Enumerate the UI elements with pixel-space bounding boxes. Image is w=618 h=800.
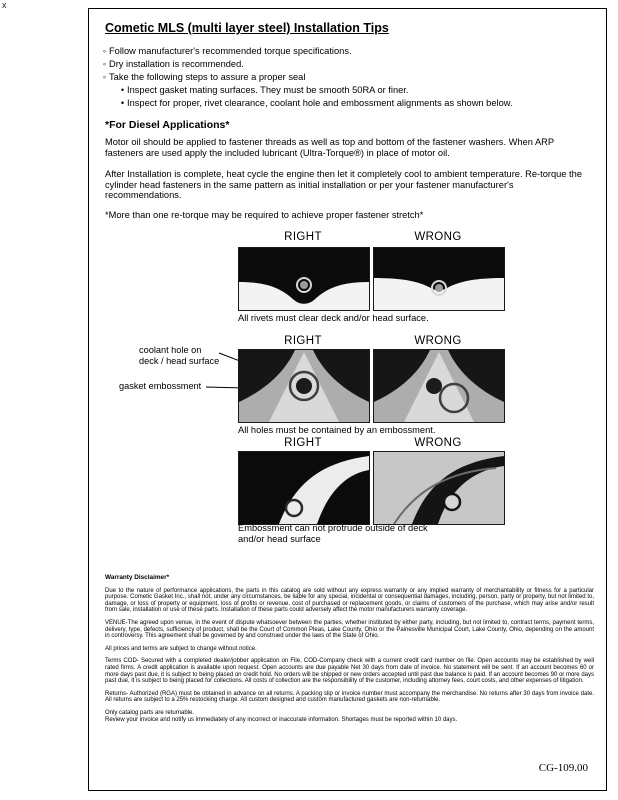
legal-text (105, 575, 594, 723)
coolant-hole-label: coolant hole on deck / head surface (139, 345, 220, 366)
rivet-wrong-image (373, 247, 505, 311)
tip-text: Take the following steps to assure a proper seal (109, 72, 306, 82)
list-item (118, 97, 590, 110)
crop-mark: x (2, 0, 7, 10)
solid-bullet-icon: • (120, 85, 125, 95)
wrong-label-row2: WRONG (414, 335, 462, 347)
page-frame (88, 8, 607, 791)
right-label-row1: RIGHT (284, 231, 322, 243)
diesel-paragraph-2: After Installation is complete, heat cycle the engine then let it completely cool to ambient temperature. Re-torque the cylinder head fasteners in the same pattern as initial installation or per your fastener manufacturer's recommendations. (105, 169, 582, 201)
open-bullet-icon: ◦ (102, 72, 107, 82)
wrong-label-row1: WRONG (414, 231, 462, 243)
tip-text: Inspect gasket mating surfaces. They must be smooth 50RA or finer. (127, 85, 409, 95)
tips-list (100, 45, 590, 110)
tip-text: Inspect for proper, rivet clearance, coolant hole and embossment alignments as shown below. (127, 98, 513, 108)
legal-paragraph: Terms COD- Secured with a completed dealer/jobber application on File, COD-Company check with a current credit card number on file. Open accounts may be established by well rated firms. A credit application is available upon request. Open accounts are due payable Net 30 days from date of invoice. No statement will be sent. If an account becomes 60 or more days past due, it is subject to being placed on credit hold. No orders will be shipped or new orders accepted until past due balance is paid. If an account becomes 90 or more days past due, it is subject to being placed for collections. All costs of collection are the responsibility of the customer, including attorney fees, court costs, and other expenses of litigation. (105, 658, 594, 685)
legal-paragraph: VENUE-The agreed upon venue, in the event of dispute whatsoever between the parties, whether instituted by either party, including, but not limited to, contract terms, payment terms, delivery, type, defects, sufficiency of product, shall be the Court of Common Pleas, Lake County, Ohio or the Painesville Municipal Court, Lake County, Ohio, depending on the amount in controversy. This agreement shall be governed by and construed under the laws of the State of Ohio. (105, 619, 594, 640)
list-item (100, 58, 590, 71)
rivet-right-image (238, 247, 370, 311)
deck-edge-wrong-image (373, 451, 505, 525)
right-label-row2: RIGHT (284, 335, 322, 347)
diesel-applications-heading: *For Diesel Applications* (105, 119, 230, 131)
legal-paragraph: All prices and terms are subject to change without notice. (105, 645, 257, 652)
legal-paragraph: Due to the nature of performance applications, the parts in this catalog are sold without any express warranty or any implied warranty of merchantability or fitness for a particular purpose. Cometic Gasket Inc., shall not, under any circumstances, be liable for any special, incidental or consequential damages, including, person, party or property, but not limited to, damage, or loss of property or equipment, loss of profits or revenue, cost of purchased or replacement goods, or claims of customers of the purchase, which may arise and/or result from sale, installation or use of these parts. Installation of these parts could adversely affect the motor manufacturers warranty coverage. (105, 587, 594, 614)
list-item (118, 84, 590, 97)
open-bullet-icon: ◦ (102, 59, 107, 69)
right-label-row3: RIGHT (284, 437, 322, 449)
retorque-note: *More than one re-torque may be required to achieve proper fastener stretch* (105, 210, 424, 220)
row3-caption: Embossment can not protrude outside of deck and/or head surface (238, 523, 428, 544)
legal-paragraph: Only catalog parts are returnable. (105, 709, 195, 716)
warranty-disclaimer-heading: Warranty Disclaimer* (105, 574, 170, 581)
embossment-right-image (238, 349, 370, 423)
tip-text: Follow manufacturer's recommended torque specifications. (109, 46, 352, 56)
legal-paragraph: Returns- Authorized (RGA) must be obtained in advance on all returns. A packing slip or invoice number must accompany the merchandise. No returns after 30 days from invoice date. All returns are subject to a 25% restocking charge. All custom designed and custom manufactured gaskets are non-returnable. (105, 690, 594, 704)
wrong-label-row3: WRONG (414, 437, 462, 449)
tip-text: Dry installation is recommended. (109, 59, 244, 69)
diesel-paragraph-1: Motor oil should be applied to fastener threads as well as top and bottom of the fastener washers. When ARP fasteners are used apply the included lubricant (Ultra-Torque®) in place of motor oil. (105, 137, 554, 158)
list-item (100, 45, 590, 58)
deck-edge-right-image (238, 451, 370, 525)
page-code: CG-109.00 (538, 762, 588, 774)
embossment-wrong-image (373, 349, 505, 423)
row1-caption: All rivets must clear deck and/or head surface. (238, 313, 429, 323)
row2-caption: All holes must be contained by an embossment. (238, 425, 436, 435)
solid-bullet-icon: • (120, 98, 125, 108)
legal-paragraph: Review your invoice and notify us immediately of any incorrect or inaccurate information. Shortages must be reported within 10 days. (105, 716, 458, 723)
list-item (100, 71, 590, 84)
gasket-embossment-label: gasket embossment (119, 381, 202, 391)
open-bullet-icon: ◦ (102, 46, 107, 56)
page-title: Cometic MLS (multi layer steel) Installation Tips (105, 21, 389, 35)
